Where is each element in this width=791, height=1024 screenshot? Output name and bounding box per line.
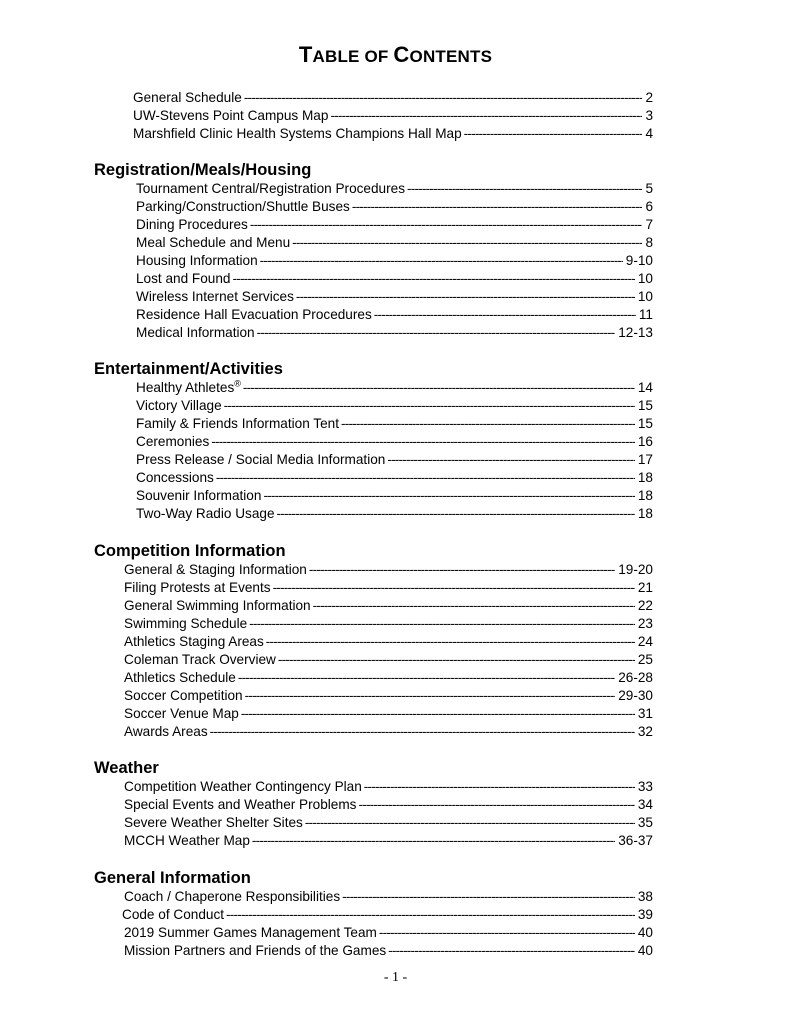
toc-entry[interactable]: 2019 Summer Games Management Team ----- 40 xyxy=(124,924,653,942)
toc-entry[interactable]: Soccer Venue Map ----- 31 xyxy=(124,705,653,723)
toc-entry[interactable]: Housing Information ----- 9-10 xyxy=(136,252,653,270)
page-number: - 1 - xyxy=(383,970,408,985)
toc-entry[interactable]: Healthy Athletes® ----- 14 xyxy=(136,379,653,397)
section-heading: General Information xyxy=(94,869,251,887)
toc-entry[interactable]: Coach / Chaperone Responsibilities ----- 38 xyxy=(124,888,653,906)
toc-entry[interactable]: Parking/Construction/Shuttle Buses ----- 6 xyxy=(136,198,653,216)
toc-entry[interactable]: Code of Conduct ----- 39 xyxy=(122,906,653,924)
toc-entry[interactable]: Press Release / Social Media Information ----- 17 xyxy=(136,451,653,469)
toc-entry[interactable]: Athletics Schedule ----- 26-28 xyxy=(124,669,653,687)
toc-entry[interactable]: Awards Areas ----- 32 xyxy=(124,723,653,741)
toc-entry[interactable]: Severe Weather Shelter Sites ----- 35 xyxy=(124,814,653,832)
toc-entry[interactable]: General Schedule ----- 2 xyxy=(133,89,653,107)
toc-entry[interactable]: Medical Information ----- 12-13 xyxy=(136,324,653,342)
toc-entry[interactable]: Lost and Found ----- 10 xyxy=(136,270,653,288)
section-heading: Weather xyxy=(94,759,159,777)
toc-entry[interactable]: General Swimming Information ----- 22 xyxy=(124,597,653,615)
section-heading: Registration/Meals/Housing xyxy=(94,161,312,179)
toc-entry[interactable]: Swimming Schedule ----- 23 xyxy=(124,615,653,633)
toc-entry[interactable]: Family & Friends Information Tent ----- 15 xyxy=(136,415,653,433)
toc-entry[interactable]: General & Staging Information ----- 19-20 xyxy=(124,561,653,579)
toc-entry[interactable]: Coleman Track Overview ----- 25 xyxy=(124,651,653,669)
toc-entry[interactable]: Victory Village ----- 15 xyxy=(136,397,653,415)
toc-entry[interactable]: Two-Way Radio Usage ----- 18 xyxy=(136,505,653,523)
toc-entry[interactable]: Ceremonies ----- 16 xyxy=(136,433,653,451)
toc-entry[interactable]: Athletics Staging Areas ----- 24 xyxy=(124,633,653,651)
toc-entry[interactable]: UW-Stevens Point Campus Map ----- 3 xyxy=(133,107,653,125)
section-heading: Entertainment/Activities xyxy=(94,360,283,378)
toc-entry[interactable]: Mission Partners and Friends of the Games ----- 40 xyxy=(124,942,653,960)
toc-entry[interactable]: Residence Hall Evacuation Procedures ----- 11 xyxy=(136,306,653,324)
toc-entry[interactable]: Competition Weather Contingency Plan ----- 33 xyxy=(124,778,653,796)
toc-entry[interactable]: Special Events and Weather Problems ----- 34 xyxy=(124,796,653,814)
toc-entry[interactable]: Meal Schedule and Menu ----- 8 xyxy=(136,234,653,252)
toc-entry[interactable]: Filing Protests at Events ----- 21 xyxy=(124,579,653,597)
toc-entry[interactable]: Souvenir Information ----- 18 xyxy=(136,487,653,505)
toc-entry[interactable]: Tournament Central/Registration Procedures ----- 5 xyxy=(136,180,653,198)
page-title: TABLE OF CONTENTS xyxy=(298,42,493,67)
toc-entry[interactable]: Marshfield Clinic Health Systems Champions Hall Map ----- 4 xyxy=(133,125,653,143)
section-heading: Competition Information xyxy=(94,542,286,560)
toc-entry[interactable]: Soccer Competition ----- 29-30 xyxy=(124,687,653,705)
registered-mark: ® xyxy=(234,379,241,389)
toc-entry[interactable]: Concessions ----- 18 xyxy=(136,469,653,487)
toc-entry[interactable]: Dining Procedures ----- 7 xyxy=(136,216,653,234)
toc-entry[interactable]: Wireless Internet Services ----- 10 xyxy=(136,288,653,306)
toc-entry[interactable]: MCCH Weather Map ----- 36-37 xyxy=(124,832,653,850)
